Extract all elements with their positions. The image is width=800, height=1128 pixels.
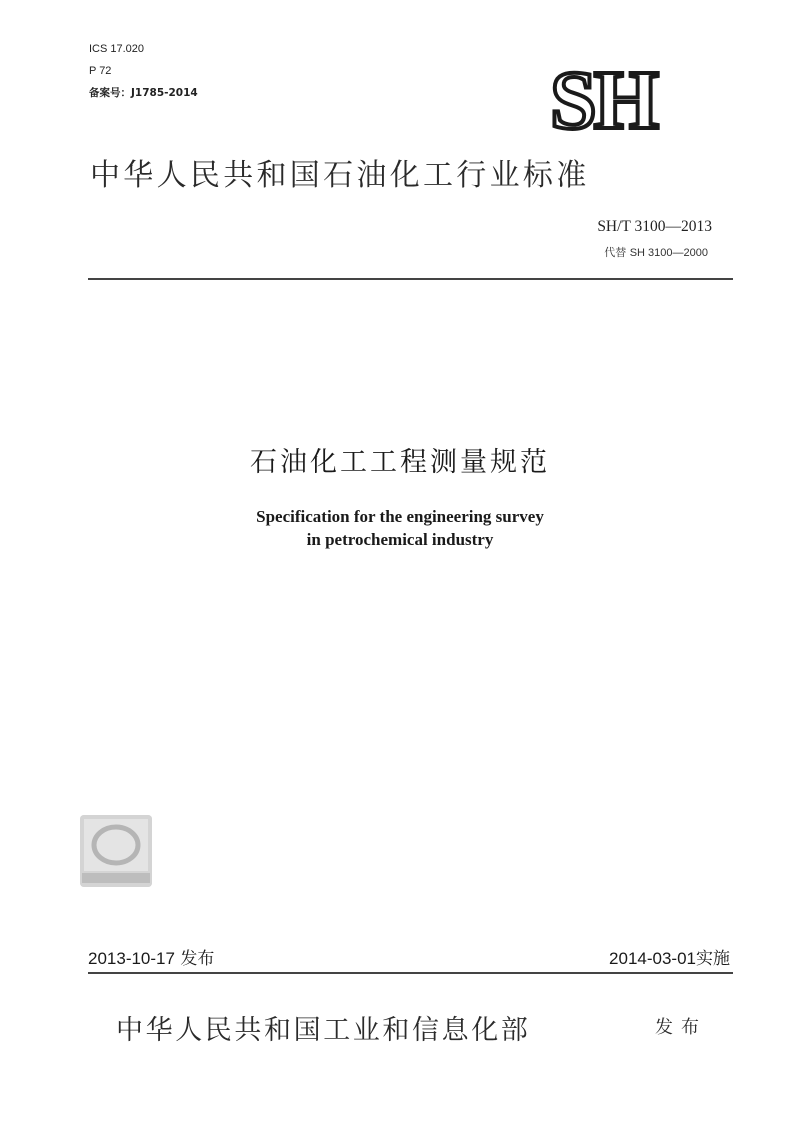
logo-text: SH [550,54,657,134]
title-en-line-2: in petrochemical industry [306,530,494,549]
ics-code: ICS 17.020 [89,43,145,55]
issuing-ministry: 中华人民共和国工业和信息化部 [116,1015,531,1046]
publisher-seal-icon [80,815,152,887]
replaces-label: 代替 [604,246,627,259]
implement-date-line [609,944,730,969]
top-divider [88,278,733,280]
title-en-line-1: Specification for the engineering survey [256,507,544,526]
document-title-en [0,505,800,551]
issue-date-line [88,944,214,969]
document-title-cn: 石油化工工程测量规范 [250,447,550,478]
record-number: 备案号：J1785-2014 [89,87,198,99]
replaces-line [604,244,708,260]
classification-code: P 72 [89,65,112,77]
replaces-number: SH 3100—2000 [629,247,708,259]
implement-label: 实施 [696,949,730,969]
sh-emblem-logo [548,54,726,134]
implement-date: 2014-03-01 [609,949,696,968]
standard-title: 中华人民共和国石油化工行业标准 [90,158,590,193]
issue-label: 发布 [180,949,215,969]
standard-number: SH/T 3100—2013 [597,218,712,235]
issue-date: 2013-10-17 [88,949,175,968]
bottom-divider [88,972,733,974]
publish-label: 发布 [655,1017,707,1038]
